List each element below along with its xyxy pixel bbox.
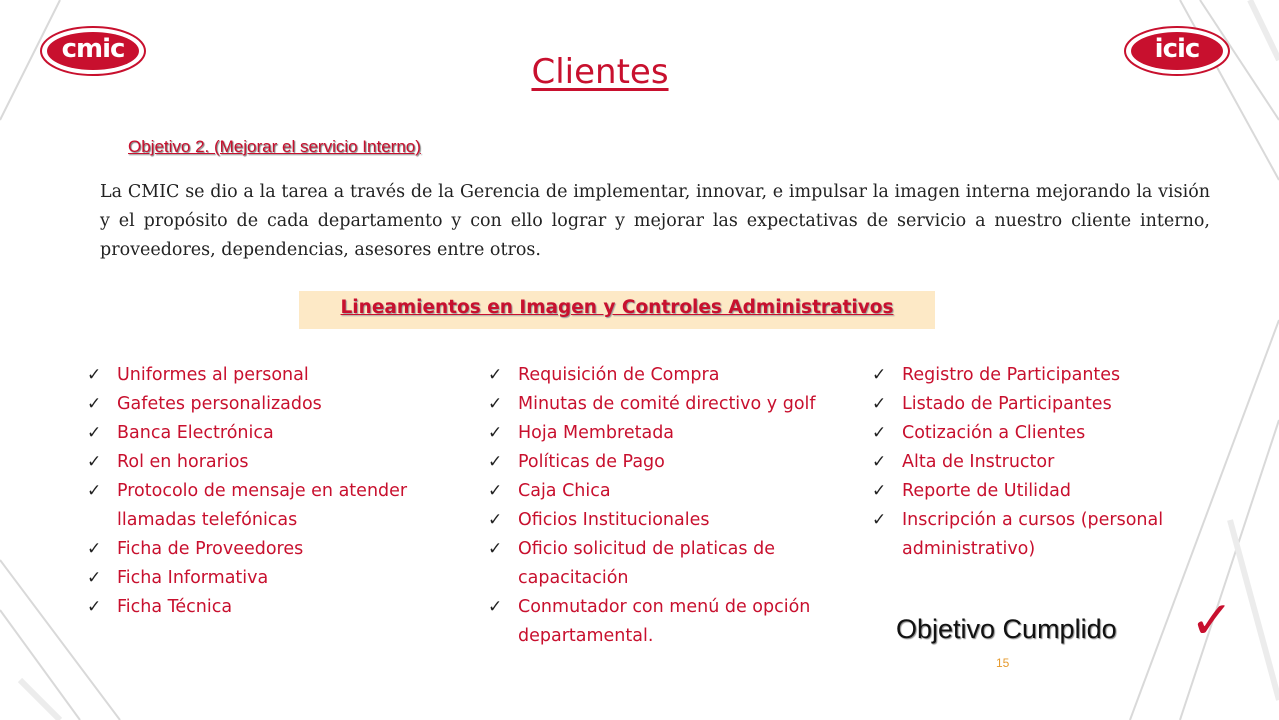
checkmark-icon: ✓	[872, 394, 887, 414]
list-item	[87, 361, 417, 390]
list-item-label: Protocolo de mensaje en atender llamadas telefónicas	[117, 481, 408, 530]
checkmark-icon: ✓	[87, 365, 102, 385]
list-item	[872, 361, 1202, 390]
checkmark-icon: ✓	[87, 568, 102, 588]
checkmark-icon: ✓	[872, 510, 887, 530]
list-item	[872, 506, 1202, 564]
list-item	[488, 448, 863, 477]
checklist-column-1	[87, 361, 417, 622]
list-item-label: Inscripción a cursos (personal administrativo)	[902, 510, 1164, 559]
list-item-label: Conmutador con menú de opción departamental.	[518, 597, 811, 646]
list-item	[488, 361, 863, 390]
list-item-label: Requisición de Compra	[518, 365, 720, 385]
checkmark-icon: ✓	[488, 365, 503, 385]
list-item	[872, 448, 1202, 477]
cmic-logo: cmic	[40, 26, 146, 76]
list-item	[87, 390, 417, 419]
list-item	[87, 593, 417, 622]
list-item	[488, 535, 863, 593]
checkmark-icon: ✓	[87, 539, 102, 559]
checklist-column-3	[872, 361, 1202, 564]
list-item	[87, 419, 417, 448]
list-item-label: Rol en horarios	[117, 452, 249, 472]
list-item-label: Uniformes al personal	[117, 365, 309, 385]
list-item-label: Políticas de Pago	[518, 452, 665, 472]
list-item-label: Gafetes personalizados	[117, 394, 322, 414]
list-item	[488, 506, 863, 535]
icic-logo: icic	[1124, 26, 1230, 76]
list-item-label: Ficha de Proveedores	[117, 539, 304, 559]
list-item	[87, 477, 417, 535]
checkmark-icon: ✓	[872, 481, 887, 501]
intro-paragraph: La CMIC se dio a la tarea a través de la Gerencia de implementar, innovar, e impulsar la imagen interna mejorando la visión y el propósito de cada departamento y con ello lograr y mejorar las expectativas de servicio a nuestro cliente interno, proveedores, dependencias, asesores entre otros.	[100, 182, 1210, 260]
list-item-label: Banca Electrónica	[117, 423, 274, 443]
list-item	[488, 419, 863, 448]
list-item	[87, 564, 417, 593]
checkmark-icon: ✓	[87, 394, 102, 414]
page-title: Clientes	[531, 52, 669, 92]
list-item-label: Minutas de comité directivo y golf	[518, 394, 816, 414]
checkmark-icon: ✓	[488, 452, 503, 472]
list-item	[87, 535, 417, 564]
list-item-label: Caja Chica	[518, 481, 611, 501]
checkmark-icon: ✓	[872, 452, 887, 472]
list-item	[488, 390, 863, 419]
checkmark-icon: ✓	[488, 394, 503, 414]
status-text: Objetivo Cumplido	[896, 614, 1117, 644]
list-item-label: Ficha Técnica	[117, 597, 233, 617]
checkmark-icon: ✓	[87, 481, 102, 501]
checkmark-icon: ✓	[488, 539, 503, 559]
page-number: 15	[996, 656, 1010, 670]
checklist-column-2	[488, 361, 863, 651]
section-banner	[299, 291, 935, 329]
list-item-label: Oficios Institucionales	[518, 510, 710, 530]
checkmark-icon: ✓	[872, 423, 887, 443]
banner-text: Lineamientos en Imagen y Controles Administrativos	[340, 297, 894, 318]
checkmark-icon: ✓	[488, 423, 503, 443]
checkmark-icon: ✓	[87, 597, 102, 617]
list-item-label: Hoja Membretada	[518, 423, 675, 443]
checkmark-icon: ✓	[488, 597, 503, 617]
list-item	[488, 477, 863, 506]
list-item	[488, 593, 863, 651]
list-item	[872, 390, 1202, 419]
checkmark-icon: ✓	[1190, 591, 1234, 651]
checkmark-icon: ✓	[87, 423, 102, 443]
list-item	[872, 477, 1202, 506]
list-item	[87, 448, 417, 477]
checkmark-icon: ✓	[872, 365, 887, 385]
list-item-label: Listado de Participantes	[902, 394, 1112, 414]
checkmark-icon: ✓	[488, 510, 503, 530]
list-item-label: Reporte de Utilidad	[902, 481, 1071, 501]
list-item-label: Cotización a Clientes	[902, 423, 1086, 443]
list-item-label: Registro de Participantes	[902, 365, 1121, 385]
list-item-label: Alta de Instructor	[902, 452, 1055, 472]
objective-heading: Objetivo 2. (Mejorar el servicio Interno)	[128, 137, 421, 156]
list-item	[872, 419, 1202, 448]
checkmark-icon: ✓	[488, 481, 503, 501]
list-item-label: Oficio solicitud de platicas de capacitación	[518, 539, 775, 588]
checkmark-icon: ✓	[87, 452, 102, 472]
list-item-label: Ficha Informativa	[117, 568, 269, 588]
